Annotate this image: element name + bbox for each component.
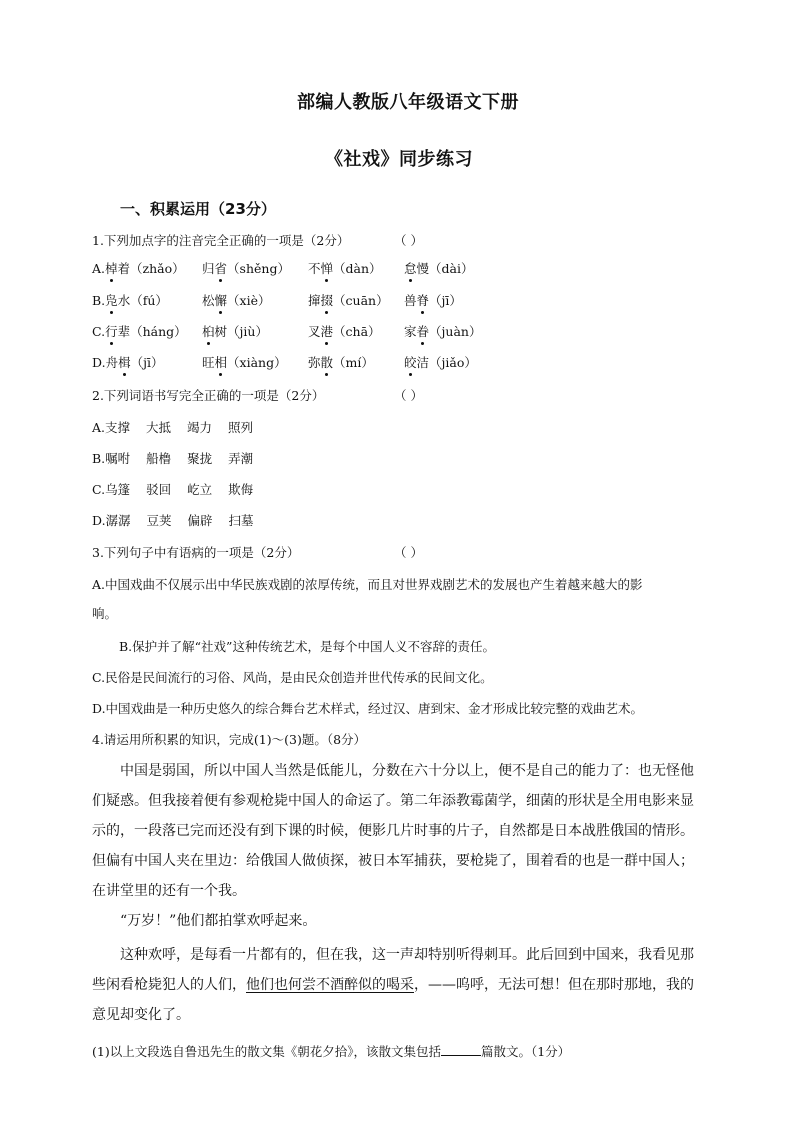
question-1-option-a: A.棹着（zhǎo） 归省（shěng） 不惮（dàn） 怠慢（dài） bbox=[92, 261, 474, 276]
page-title: 部编人教版八年级语文下册 bbox=[297, 92, 519, 113]
question-3-option-c: C.民俗是民间流行的习俗、风尚，是由民众创造并世代传承的民间文化。 bbox=[92, 670, 493, 685]
answer-blank[interactable] bbox=[441, 1043, 481, 1056]
question-3-option-d: D.中国戏曲是一种历史悠久的综合舞台艺术样式，经过汉、唐到宋、金才形成比较完整的戏曲艺术。 bbox=[92, 701, 644, 716]
passage-paragraph-1: 中国是弱国，所以中国人当然是低能儿，分数在六十分以上，便不是自己的能力了：也无怪他们疑惑。但我接着便有参观枪毙中国人的命运了。第二年添教霉菌学，细菌的形状是全用电影来显示的，一段落已完而还没有到下课的时候，便影几片时事的片子，自然都是日本战胜俄国的情形。但偏有中国人夹在里边：给俄国人做侦探，被日本军捕获，要枪毙了，围着看的也是一群中国人；在讲堂里的还有一个我。 bbox=[92, 763, 694, 899]
answer-paren: （ ） bbox=[394, 545, 423, 560]
underlined-sentence: 他们也何尝不酒醉似的喝采 bbox=[246, 977, 414, 993]
sub-question-1: (1)以上文段选自鲁迅先生的散文集《朝花夕拾》，该散文集包括 篇散文。（1分） bbox=[92, 1044, 571, 1059]
answer-paren: （ ） bbox=[394, 233, 423, 248]
question-3-option-a-line2: 响。 bbox=[92, 606, 118, 621]
question-2-option-a: A.支撑 大抵 竭力 照列 bbox=[92, 420, 254, 435]
question-2-option-d: D.潺潺 豆荚 偏辟 扫墓 bbox=[92, 513, 254, 528]
question-1-option-c: C.行辈（háng） 桕树（jiù） 叉港（chā） 家眷（juàn） bbox=[92, 324, 482, 339]
page-subtitle: 《社戏》同步练习 bbox=[325, 149, 473, 170]
question-1-option-d: D.舟楫（jī） 旺相（xiàng） 弥散（mí） 皎洁（jiǎo） bbox=[92, 355, 477, 370]
question-2-stem: 2.下列词语书写完全正确的一项是（2分） bbox=[92, 388, 325, 403]
question-4-stem: 4.请运用所积累的知识，完成(1)～(3)题。（8分） bbox=[92, 732, 367, 747]
question-3-stem: 3.下列句子中有语病的一项是（2分） bbox=[92, 545, 300, 560]
question-3-option-a-line1: A.中国戏曲不仅展示出中华民族戏剧的浓厚传统，而且对世界戏剧艺术的发展也产生着越来越大的影 bbox=[92, 577, 643, 592]
question-1-stem bbox=[92, 231, 349, 249]
section-heading: 一、积累运用（23分） bbox=[120, 200, 276, 218]
question-stem-text: 1.下列加点字的注音完全正确的一项是（2分） bbox=[92, 233, 350, 248]
question-2-option-b: B.嘱咐 船橹 聚拢 弄潮 bbox=[92, 451, 254, 466]
question-3-option-b: B.保护并了解“社戏”这种传统艺术，是每个中国人义不容辞的责任。 bbox=[119, 639, 495, 654]
passage-paragraph-2: “万岁！”他们都拍掌欢呼起来。 bbox=[120, 913, 317, 929]
answer-paren: （ ） bbox=[394, 388, 423, 403]
question-1-option-b: B.凫水（fú） 松懈（xiè） 撺掇（cuān） 兽脊（jī） bbox=[92, 293, 462, 308]
passage-paragraph-3: 这种欢呼，是每看一片都有的，但在我，这一声却特别听得刺耳。此后回到中国来，我看见那些闲看枪毙犯人的人们，他们也何尝不酒醉似的喝采，——呜呼，无法可想！但在那时那地，我的意见却变化了。 bbox=[92, 947, 694, 1023]
question-2-option-c: C.乌篷 驳回 屹立 欺侮 bbox=[92, 482, 254, 497]
